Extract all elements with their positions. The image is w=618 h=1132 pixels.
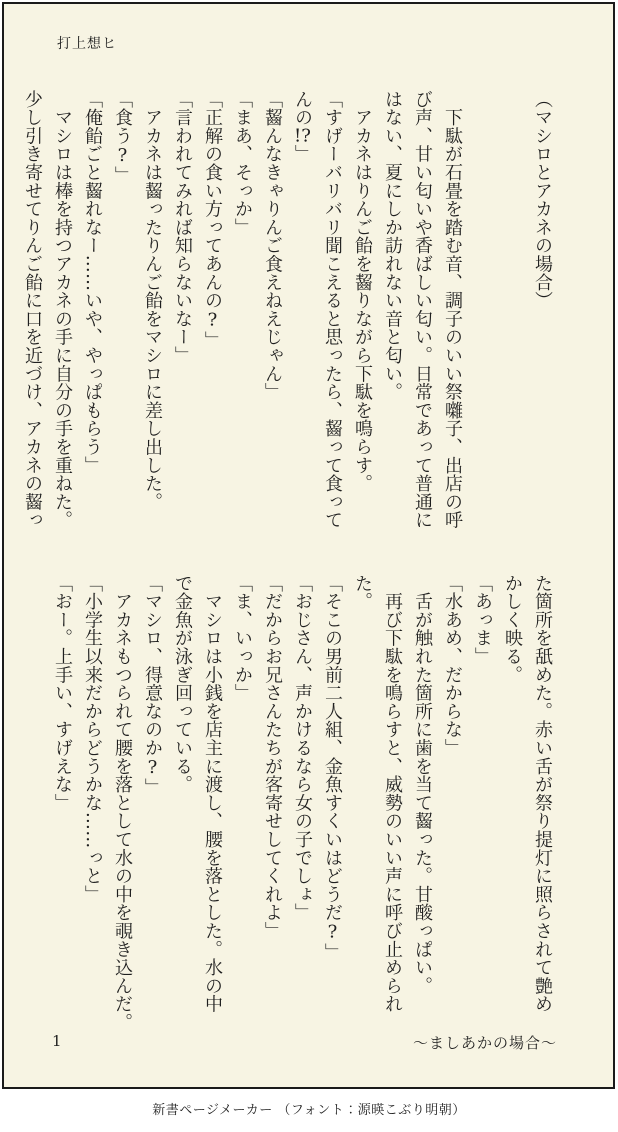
text-line: 「水あめ、だからな」 <box>442 574 463 757</box>
text-line: 下駄が石畳を踏む音、調子のいい祭囃子、出店の呼 <box>442 90 463 530</box>
text-line: 「ま、いっか」 <box>232 574 253 703</box>
text-line: 舌が触れた箇所に歯を当て齧った。甘酸っぱい。 <box>412 574 433 995</box>
tate-chu-yoko: !? <box>294 126 311 145</box>
page-number: 1 <box>52 1032 62 1050</box>
text-line: かしく映る。 <box>502 574 523 684</box>
text-line: 「マシロ、得意なのか?」 <box>142 574 163 797</box>
text-line: た箇所を舐めた。赤い舌が祭り提灯に照らされて艶め <box>532 574 553 1014</box>
text-line: アカネはりんご飴を齧りながら下駄を鳴らす。 <box>352 90 373 493</box>
text-line: で金魚が泳ぎ回っている。 <box>172 574 193 794</box>
text-line: はない、夏にしか訪れない音と匂い。 <box>382 90 403 402</box>
text-line: び声、甘い匂いや香ばしい匂い。日常であって普通に <box>412 90 433 530</box>
text-line: 「俺飴ごと齧れなー……いや、やっぱもらう」 <box>82 90 103 475</box>
text-line: んの!?」 <box>292 90 313 163</box>
text-line: 「食う?」 <box>112 90 133 185</box>
text-line: アカネは齧ったりんご飴をマシロに差し出した。 <box>142 90 163 511</box>
upright-punct: ? <box>322 921 343 944</box>
upright-punct: ? <box>142 757 163 779</box>
text-line: 少し引き寄せてりんご飴に口を近づけ、アカネの齧っ <box>22 90 43 530</box>
text-line: 「あっま」 <box>472 574 493 666</box>
running-title: 打上想ヒ <box>57 36 117 52</box>
text-line: 再び下駄を鳴らすと、威勢のいい声に呼び止められ <box>382 574 403 1014</box>
text-line: た。 <box>352 574 373 611</box>
text-line: 「だからお兄さんたちが客寄せしてくれよ」 <box>262 574 283 940</box>
text-line: 「まあ、そっか」 <box>232 90 253 237</box>
text-line: 「すげーバリバリ聞こえると思ったら、齧って食って <box>322 90 343 530</box>
text-line: 「言われてみれば知らないなー」 <box>172 90 193 365</box>
upright-punct: ? <box>112 144 133 167</box>
text-line <box>467 90 497 536</box>
text-line: （マシロとアカネの場合） <box>532 90 553 310</box>
text-line: マシロは小銭を店主に渡し、腰を落とした。水の中 <box>202 574 223 1014</box>
book-page <box>2 2 615 1089</box>
text-line: 「おー。上手い、すげえな」 <box>52 574 73 812</box>
text-line: 「齧んなきゃりんご食えねえじゃん」 <box>262 90 283 402</box>
upright-punct: ? <box>202 309 223 331</box>
text-line: 「おじさん、声かけるなら女の子でしょ」 <box>292 574 313 922</box>
text-line: 「そこの男前二人組、金魚すくいはどうだ?」 <box>322 574 343 962</box>
text-line: 「小学生以来だからどうかな……っと」 <box>82 574 103 904</box>
text-line: マシロは棒を持つアカネの手に自分の手を重ねた。 <box>52 90 73 530</box>
generator-caption: 新書ページメーカー （フォント：源暎こぶり明朝） <box>152 1103 466 1118</box>
text-line: アカネもつられて腰を落として水の中を覗き込んだ。 <box>112 574 133 1032</box>
text-line: 「正解の食い方ってあんの?」 <box>202 90 223 350</box>
text-line <box>497 90 527 536</box>
chapter-footer: 〜ましあかの場合〜 <box>412 1034 557 1052</box>
lower-text-block <box>47 574 557 1032</box>
upper-text-block <box>17 90 557 536</box>
